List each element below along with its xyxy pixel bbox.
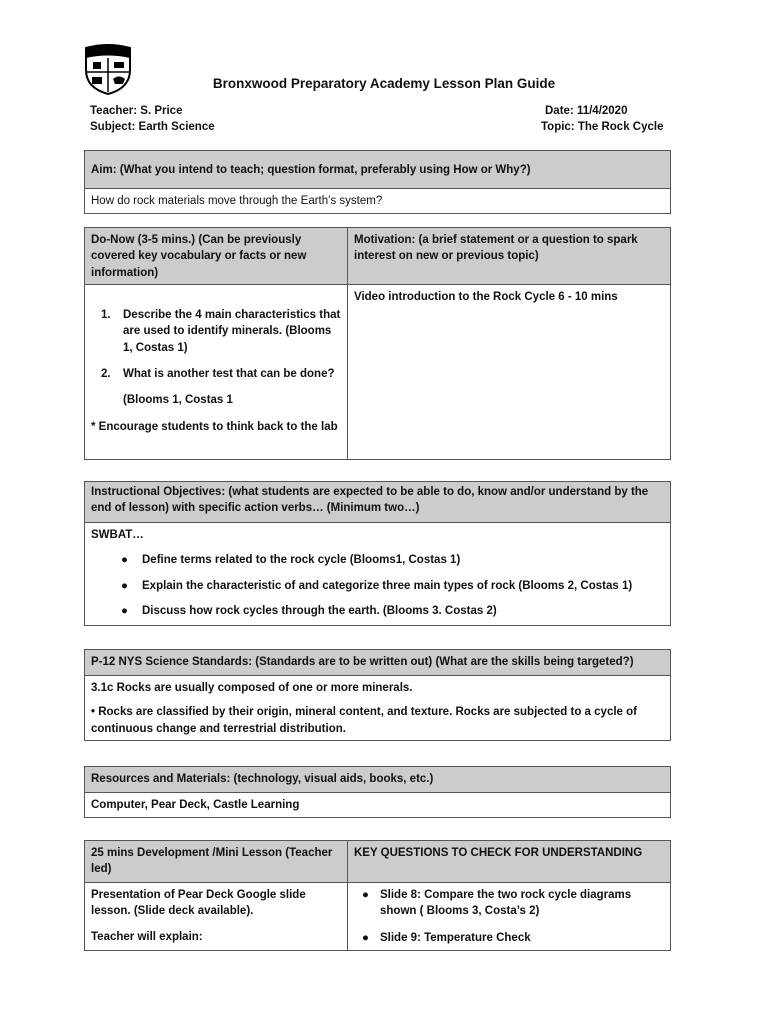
objectives-list xyxy=(91,552,664,619)
aim-header: Aim: (What you intend to teach; question format, preferably using How or Why?) xyxy=(85,151,670,188)
objectives-section xyxy=(84,481,671,626)
document-title: Bronxwood Preparatory Academy Lesson Plan Guide xyxy=(212,76,556,91)
standards-header: P-12 NYS Science Standards: (Standards are to be written out) (What are the skills being targeted?) xyxy=(85,650,670,675)
list-item: ● Define terms related to the rock cycle (Blooms1, Costas 1) xyxy=(121,554,461,567)
development-text-2: Teacher will explain: xyxy=(91,930,203,943)
do-now-motivation-section xyxy=(84,227,671,460)
list-item: ● Slide 8: Compare the two rock cycle diagrams shown ( Blooms 3, Costa’s 2) xyxy=(362,889,632,918)
standard-line-2: • Rocks are classified by their origin, mineral content, and texture. Rocks are subjected to a cycle of continuous change and terrestrial distribution. xyxy=(91,706,637,735)
standards-section xyxy=(84,649,671,741)
subject-label: Subject: Earth Science xyxy=(90,121,215,133)
resources-section xyxy=(84,766,671,818)
list-item: ● Explain the characteristic of and categorize three main types of rock (Blooms 2, Costas 1) xyxy=(121,579,633,592)
list-item: 2. What is another test that can be done? xyxy=(101,367,335,380)
list-item: ● Discuss how rock cycles through the earth. (Blooms 3. Costas 2) xyxy=(121,604,497,617)
do-now-content xyxy=(85,285,347,459)
swbat-label: SWBAT… xyxy=(91,529,144,541)
aim-section xyxy=(84,150,671,214)
do-now-blooms: (Blooms 1, Costas 1 xyxy=(123,394,233,407)
motivation-text: Video introduction to the Rock Cycle 6 - 10 mins xyxy=(347,285,670,459)
list-item: 1. Describe the 4 main characteristics that are used to identify minerals. (Blooms 1, Costas 1) xyxy=(101,309,341,354)
topic-label: Topic: The Rock Cycle xyxy=(541,121,664,133)
motivation-header: Motivation: (a brief statement or a question to spark interest on new or previous topic) xyxy=(347,228,670,284)
development-text-1: Presentation of Pear Deck Google slide lesson. (Slide deck available). xyxy=(91,889,306,918)
development-header: 25 mins Development /Mini Lesson (Teacher led) xyxy=(91,847,333,876)
key-questions-content xyxy=(347,883,670,950)
date-label: Date: 11/4/2020 xyxy=(545,105,628,117)
teacher-label: Teacher: S. Price xyxy=(90,105,183,117)
do-now-header: Do-Now (3-5 mins.) (Can be previously covered key vocabulary or facts or new information) xyxy=(91,234,307,279)
standards-body xyxy=(85,675,670,740)
development-section xyxy=(84,840,671,951)
objectives-header: Instructional Objectives: (what students are expected to be able to do, know and/or understand by the end of lesson) with specific action verbs… (Minimum two…) xyxy=(85,482,670,522)
resources-header: Resources and Materials: (technology, visual aids, books, etc.) xyxy=(85,767,670,792)
aim-text: How do rock materials move through the Earth’s system? xyxy=(85,188,670,213)
standard-line-1: 3.1c Rocks are usually composed of one or more minerals. xyxy=(91,682,413,694)
do-now-list xyxy=(91,307,341,382)
key-questions-list xyxy=(354,887,664,946)
resources-text: Computer, Pear Deck, Castle Learning xyxy=(85,792,670,817)
do-now-note: * Encourage students to think back to the lab xyxy=(91,420,338,433)
objectives-body xyxy=(85,522,670,625)
development-content xyxy=(85,883,347,950)
key-questions-header: KEY QUESTIONS TO CHECK FOR UNDERSTANDING xyxy=(347,841,670,882)
list-item: ● Slide 9: Temperature Check xyxy=(362,931,531,944)
